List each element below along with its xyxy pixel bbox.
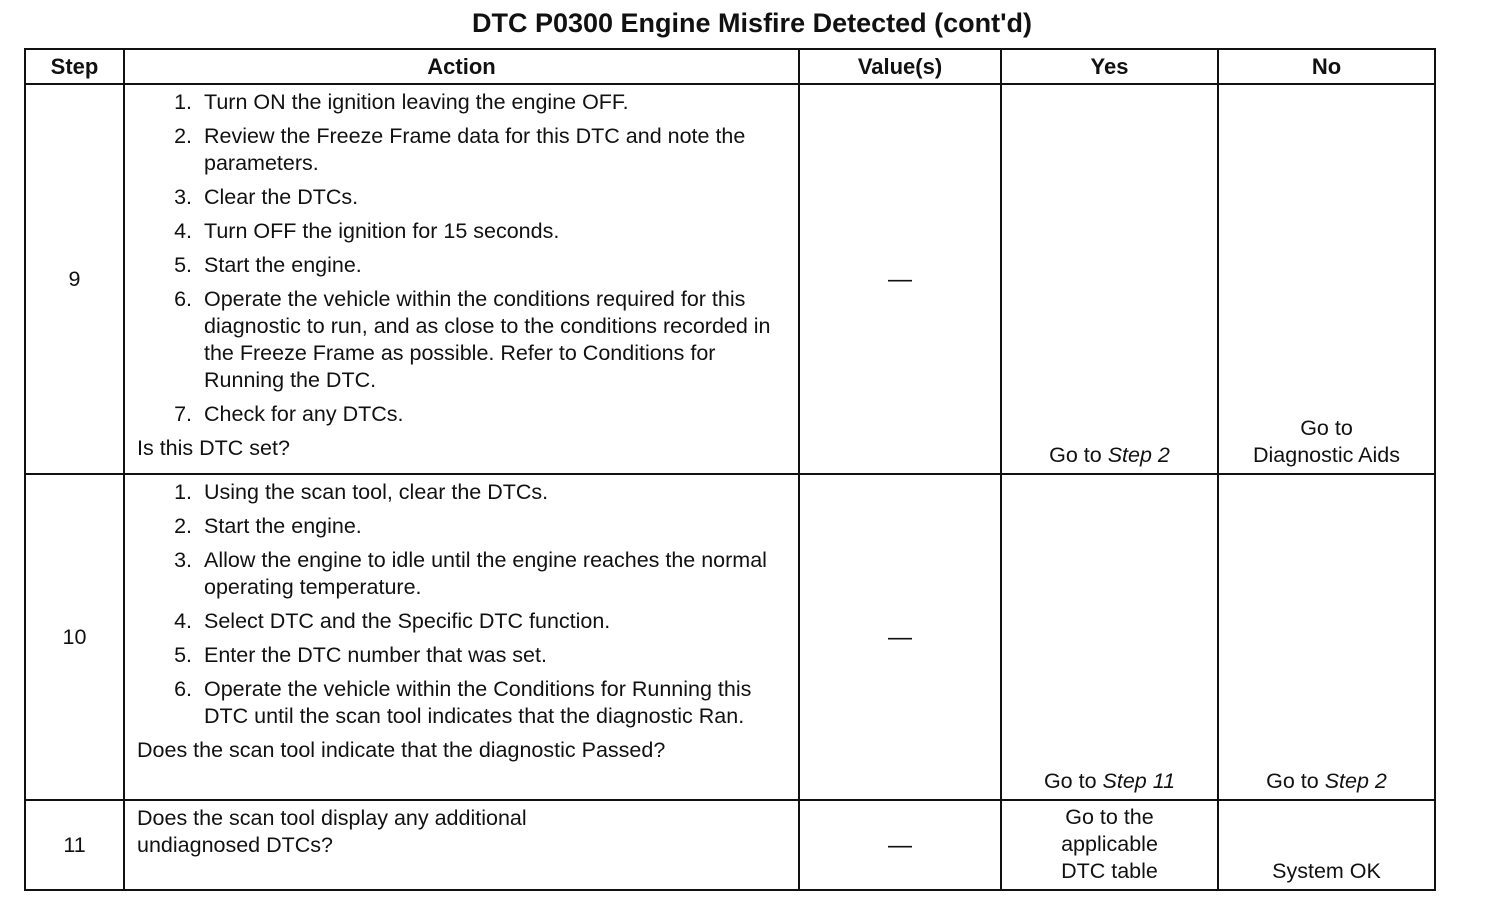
- yes-cell: [1001, 84, 1218, 474]
- page-title: DTC P0300 Engine Misfire Detected (cont'd): [471, 8, 1033, 38]
- action-item: 4. Turn OFF the ignition for 15 seconds.: [174, 219, 560, 243]
- action-cell: [124, 84, 799, 474]
- question-line-1: Does the scan tool display any additional: [137, 806, 527, 830]
- step-number: 11: [25, 800, 124, 890]
- no-header: No: [1218, 49, 1435, 84]
- yes-header: Yes: [1001, 49, 1218, 84]
- action-item: 1. Turn ON the ignition leaving the engine OFF.: [174, 90, 629, 114]
- action-cell: [124, 474, 799, 800]
- action-item: 6. Operate the vehicle within the conditions required for this diagnostic to run, and as close to the conditions recorded in the Freeze Frame as possible. Refer to Conditions for Running the DTC.: [174, 287, 771, 392]
- question-line-2: undiagnosed DTCs?: [137, 833, 334, 857]
- yes-cell: [1001, 800, 1218, 890]
- yes-line-3: DTC table: [1061, 859, 1158, 883]
- values-header: Value(s): [799, 49, 1001, 84]
- no-line-2: Diagnostic Aids: [1253, 443, 1400, 467]
- no-cell: [1218, 84, 1435, 474]
- action-item: 2. Start the engine.: [174, 514, 362, 538]
- yes-prefix: Go to: [1043, 769, 1103, 793]
- action-item: 6. Operate the vehicle within the Conditions for Running this DTC until the scan tool indicates that the diagnostic Ran.: [174, 677, 752, 728]
- yes-step-reference: Step 11: [1102, 769, 1176, 793]
- step-question: Is this DTC set?: [137, 436, 290, 460]
- action-item: 5. Start the engine.: [174, 253, 362, 277]
- step-question: Does the scan tool indicate that the diagnostic Passed?: [137, 738, 666, 762]
- yes-line-2: applicable: [1061, 832, 1158, 856]
- action-item: 3. Allow the engine to idle until the engine reaches the normal operating temperature.: [174, 548, 767, 599]
- action-cell: [124, 800, 799, 890]
- header-row: [25, 49, 1435, 84]
- step-number: 10: [25, 474, 124, 800]
- action-header: Action: [124, 49, 799, 84]
- table-row-step-9: [25, 84, 1435, 474]
- yes-line-1: Go to the: [1065, 805, 1154, 829]
- yes-step-reference: Step 2: [1107, 443, 1170, 467]
- table-row-step-10: [25, 474, 1435, 800]
- no-cell: System OK: [1218, 800, 1435, 890]
- yes-cell: [1001, 474, 1218, 800]
- diagnostic-table: [24, 48, 1436, 891]
- action-item: 4. Select DTC and the Specific DTC function.: [174, 609, 611, 633]
- action-item: 3. Clear the DTCs.: [174, 185, 359, 209]
- action-item: 7. Check for any DTCs.: [174, 402, 404, 426]
- value-cell: —: [799, 474, 1001, 800]
- action-item: 2. Review the Freeze Frame data for this DTC and note the parameters.: [174, 124, 746, 175]
- action-item: 5. Enter the DTC number that was set.: [174, 643, 547, 667]
- step-header: Step: [25, 49, 124, 84]
- value-cell: —: [799, 800, 1001, 890]
- action-list: [137, 479, 786, 730]
- step-number: 9: [25, 84, 124, 474]
- yes-prefix: Go to: [1049, 443, 1108, 467]
- no-cell: [1218, 474, 1435, 800]
- no-line-1: Go to: [1300, 416, 1353, 440]
- table-row-step-11: [25, 800, 1435, 890]
- action-item: 1. Using the scan tool, clear the DTCs.: [174, 480, 549, 504]
- action-list: [137, 89, 786, 428]
- no-prefix: Go to: [1266, 769, 1325, 793]
- value-cell: —: [799, 84, 1001, 474]
- no-step-reference: Step 2: [1324, 769, 1387, 793]
